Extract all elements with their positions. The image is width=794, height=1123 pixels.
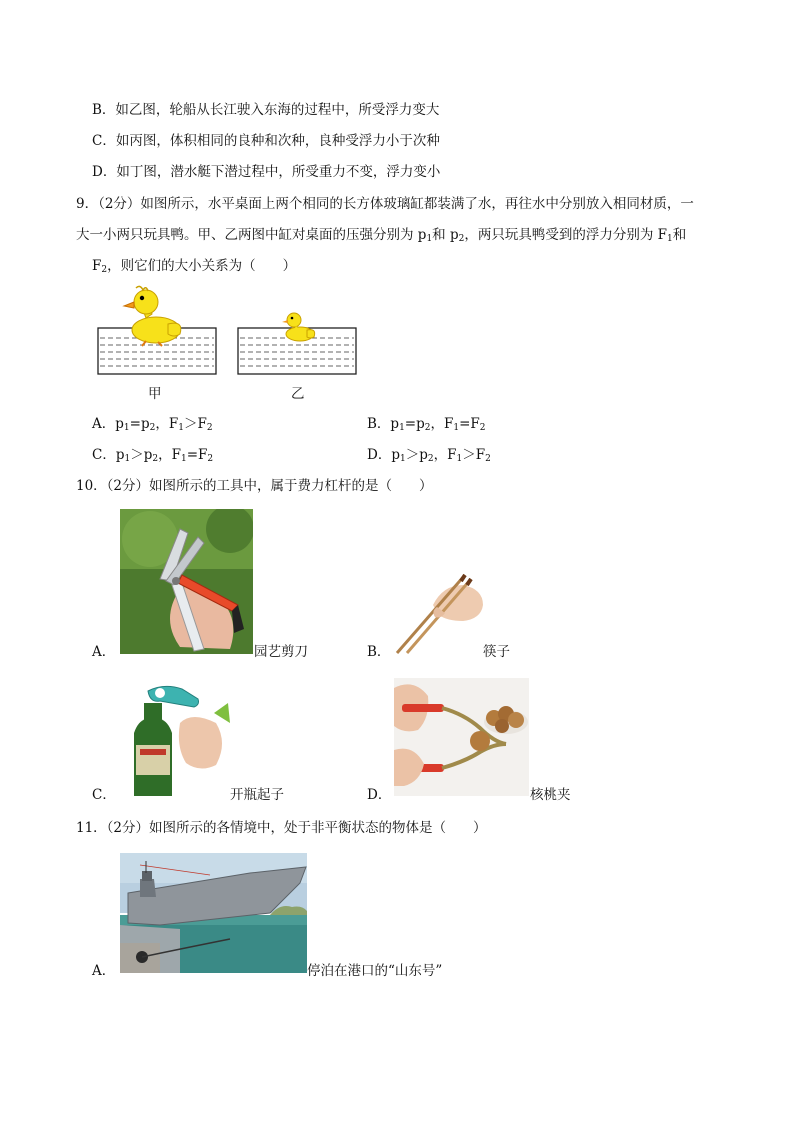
- q10-option-c-letter: C．: [92, 787, 116, 803]
- chopsticks-photo: [393, 565, 487, 655]
- q8-option-b: B．如乙图，轮船从长江驶入东海的过程中，所受浮力变大: [92, 102, 440, 118]
- q9-stem-line2: 大一小两只玩具鸭。甲、乙两图中缸对桌面的压强分别为 $p_1$和 $p_2$，两只玩具鸭受到的浮力分别为 $F_1$和: [76, 227, 687, 244]
- q10-option-a-caption: 园艺剪刀: [254, 644, 308, 660]
- q9-option-a: A．$p_1=p_2$，$F_1>F_2$: [92, 416, 213, 433]
- small-duck-icon: [282, 313, 315, 341]
- q10-option-d-caption: 核桃夹: [530, 787, 571, 803]
- q11-stem: 11．（2分）如图所示的各情境中，处于非平衡状态的物体是（ ）: [76, 820, 487, 836]
- aircraft-carrier-photo: [120, 853, 307, 973]
- bottle-opener-photo: [120, 683, 230, 796]
- q9-option-c: C．$p_1>p_2$，$F_1=F_2$: [92, 447, 214, 464]
- q10-option-d-letter: D．: [367, 787, 392, 803]
- q10-option-c-caption: 开瓶起子: [230, 787, 284, 803]
- q10-option-a-letter: A．: [92, 644, 116, 660]
- label-yi: 乙: [291, 386, 305, 402]
- q10-option-b-letter: B．: [367, 644, 391, 660]
- q9-stem-line1: 9．（2分）如图所示，水平桌面上两个相同的长方体玻璃缸都装满了水，再往水中分别放入相同材质，一: [76, 196, 694, 212]
- q10-option-b-caption: 筷子: [483, 644, 510, 660]
- q11-option-a-letter: A．: [92, 963, 116, 979]
- q9-option-d: D．$p_1>p_2$，$F_1>F_2$: [367, 447, 491, 464]
- q8-option-c: C．如丙图，体积相同的良种和次种，良种受浮力小于次种: [92, 133, 440, 149]
- q8-option-d: D．如丁图，潜水艇下潜过程中，所受重力不变，浮力变小: [92, 164, 441, 180]
- q9-stem-line3: $F_2$，则它们的大小关系为（ ）: [92, 258, 297, 275]
- q9-figure: [96, 284, 360, 380]
- label-jia: 甲: [148, 386, 162, 402]
- q11-option-a-caption: 停泊在港口的“山东号”: [307, 963, 443, 979]
- q9-option-b: B．$p_1=p_2$，$F_1=F_2$: [367, 416, 486, 433]
- q10-stem: 10．（2分）如图所示的工具中，属于费力杠杆的是（ ）: [76, 478, 433, 494]
- walnut-cracker-photo: [394, 678, 529, 796]
- garden-shears-photo: [120, 509, 253, 654]
